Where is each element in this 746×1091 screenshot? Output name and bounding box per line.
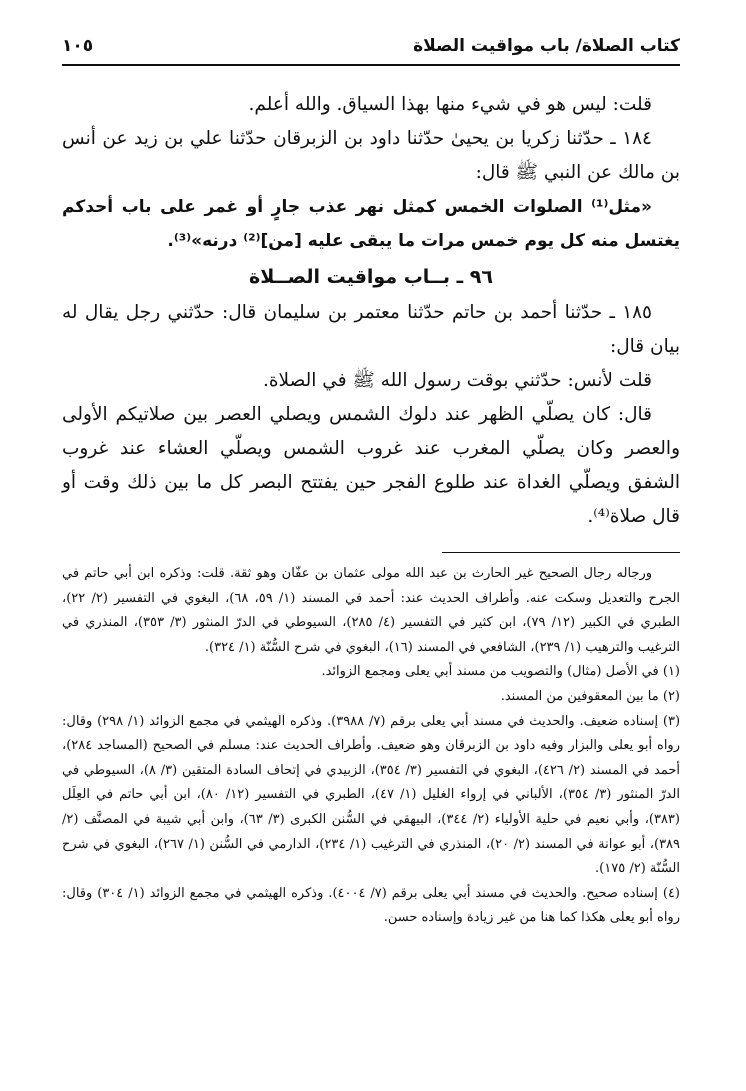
page-number: ١٠٥ <box>62 36 94 56</box>
running-header <box>62 36 680 66</box>
hadith-184-isnad: ١٨٤ ـ حدّثنا زكريا بن يحيىٰ حدّثنا داود بن الزبرقان حدّثنا علي بن زيد عن أنس بن مالك عن النبي ﷺ قال: <box>62 128 680 183</box>
footnote-4: (٤) إسناده صحيح. والحديث في مسند أبي يعلى برقم (٧/ ٤٠٠٤). وذكره الهيثمي في مجمع الزوائد (١/ ٣٠٤) وقال: رواه أبو يعلى هكذا كما هنا من غير زيادة وإسناده حسن. <box>62 885 680 926</box>
hadith-184-text: «مثل⁽¹⁾ الصلوات الخمس كمثل نهر عذب جارٍ أو غمر على باب أحدكم يغتسل منه كل يوم خمس مرات ما يبقى عليه [من]⁽²⁾ درنه»⁽³⁾. <box>62 197 680 251</box>
hadith-185-answer: قال: كان يصلّي الظهر عند دلوك الشمس ويصلي العصر بين صلاتيكم الأولى والعصر وكان يصلّي المغرب عند غروب الشمس ويصلّي العشاء عند غروب الشفق ويصلّي الغداة عند طلوع الفجر حين يفتتح البصر كل ما بين ذلك وقت أو قال صلاة⁽⁴⁾. <box>62 404 680 527</box>
paragraph-note: قلت: ليس هو في شيء منها بهذا السياق. والله أعلم. <box>248 94 652 115</box>
hadith-185-question: قلت لأنس: حدّثني بوقت رسول الله ﷺ في الصلاة. <box>262 370 652 391</box>
header-rule <box>62 64 680 66</box>
footnote-3: (٣) إسناده ضعيف. والحديث في مسند أبي يعلى برقم (٧/ ٣٩٨٨). وذكره الهيثمي في مجمع الزوائد (١/ ٢٩٨) وقال: رواه أبو يعلى والبزار وفيه داود بن الزبرقان وهو ضعيف. وأطراف الحديث عند: مسلم في الصحيح (المساجد ٢٨٤)، أحمد في المسند (٢/ ٤٢٦)، البغوي في التفسير (٣/ ٣٥٤)، الزبيدي في إتحاف السادة المتقين (٣/ ٨)، السيوطي في الدرّ المنثور (٣/ ٣٥٤)، الألباني في إرواء الغليل (١/ ٤٧)، الطبري في التفسير (١٢/ ٨٠)، ابن أبي حاتم في العِلَل (٣٨٣)، وأبي نعيم في حلية الأولياء (٢/ ٣٤٤)، البيهقي في السُّنن الكبرى (٣/ ٦٣)، وابن أبي شيبة في المصنَّف (٢/ ٣٨٩)، أبو عوانة في المسند (٢/ ٢٠)، المنذري في الترغيب (١/ ٢٣٤)، الدارمي في السُّنن (١/ ٢٦٧)، البغوي في شرح السُّنّة (٢/ ١٧٥). <box>62 713 681 877</box>
hadith-185-isnad: ١٨٥ ـ حدّثنا أحمد بن حاتم حدّثنا معتمر بن سليمان قال: حدّثني رجل يقال له بيان قال: <box>62 302 680 357</box>
main-text <box>62 88 680 534</box>
footnotes <box>62 562 680 931</box>
footnote-1: (١) في الأصل (مثال) والتصويب من مسند أبي يعلى ومجمع الزوائد. <box>321 664 680 680</box>
footnote-continuation: ورجاله رجال الصحيح غير الحارث بن عبد الله مولى عثمان بن عفّان وهو ثقة. قلت: وذكره ابن أبي حاتم في الجرح والتعديل وسكت عنه. وأطراف الحديث عند: أحمد في المسند (١/ ٥٩، ٦٨)، البغوي في التفسير (٢/ ٢٢)، الطبري في الكبير (١٢/ ٧٩)، ابن كثير في التفسير (٤/ ٢٨٥)، السيوطي في الدرّ المنثور (٣/ ٣٥٣)، المنذري في الترغيب والترهيب (١/ ٢٣٩)، الشافعي في المسند (١٦)، البغوي في شرح السُّنّة (١/ ٣٢٤). <box>62 566 681 655</box>
footnote-separator <box>442 552 680 553</box>
footnote-2: (٢) ما بين المعقوفين من المسند. <box>500 688 680 704</box>
chapter-heading: ٩٦ ـ بــاب مواقيت الصــلاة <box>248 266 493 288</box>
running-title: كتاب الصلاة/ باب مواقيت الصلاة <box>413 36 680 56</box>
